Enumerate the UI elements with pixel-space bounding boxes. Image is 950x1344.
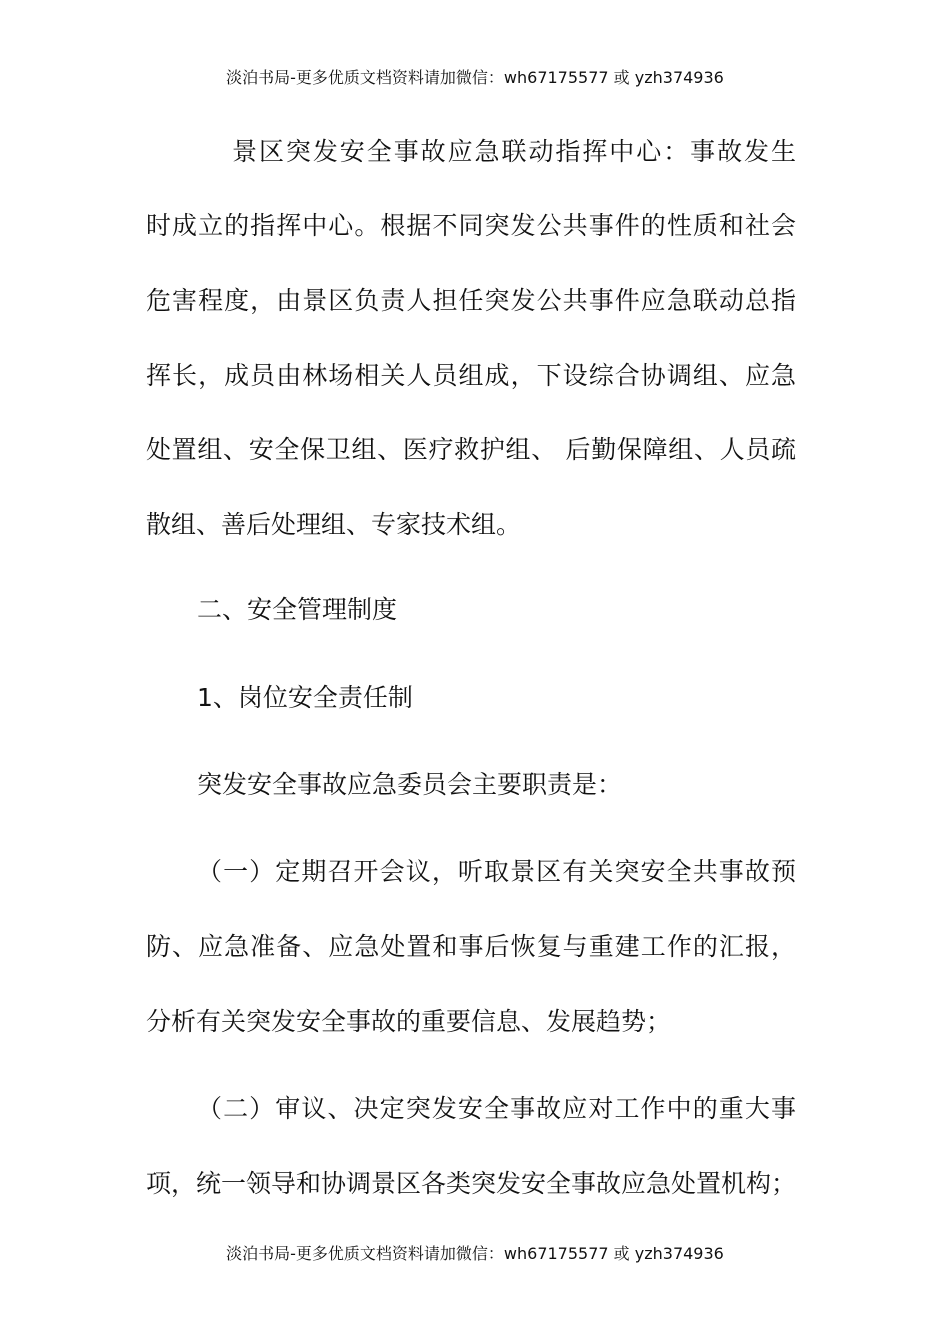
section-heading: 二、安全管理制度	[197, 595, 398, 624]
paragraph-line: （二）审议、决定突发安全事故应对工作中的重大事	[197, 1094, 796, 1123]
page-footer: 淡泊书局-更多优质文档资料请加微信：wh67175577 或 yzh374936	[226, 1244, 724, 1263]
paragraph-line: 分析有关突发安全事故的重要信息、发展趋势；	[146, 1007, 672, 1036]
page-header: 淡泊书局-更多优质文档资料请加微信：wh67175577 或 yzh374936	[226, 68, 724, 87]
paragraph-line: 散组、善后处理组、专家技术组。	[146, 510, 522, 539]
paragraph-line: 突发安全事故应急委员会主要职责是：	[197, 770, 623, 799]
paragraph-line: 时成立的指挥中心。根据不同突发公共事件的性质和社会	[146, 211, 796, 240]
paragraph-line: 挥长，成员由林场相关人员组成，下设综合协调组、应急	[146, 361, 796, 390]
paragraph-line: 项，统一领导和协调景区各类突发安全事故应急处置机构；	[146, 1169, 797, 1198]
paragraph-line: 景区突发安全事故应急联动指挥中心：事故发生	[232, 137, 796, 166]
paragraph-line: 防、应急准备、应急处置和事后恢复与重建工作的汇报，	[146, 932, 796, 961]
paragraph-line: 处置组、安全保卫组、医疗救护组、 后勤保障组、人员疏	[146, 435, 796, 464]
paragraph-line: 危害程度，由景区负责人担任突发公共事件应急联动总指	[146, 286, 796, 315]
subsection-heading: 1、岗位安全责任制	[197, 683, 413, 712]
paragraph-line: （一）定期召开会议，听取景区有关突安全共事故预	[197, 857, 796, 886]
